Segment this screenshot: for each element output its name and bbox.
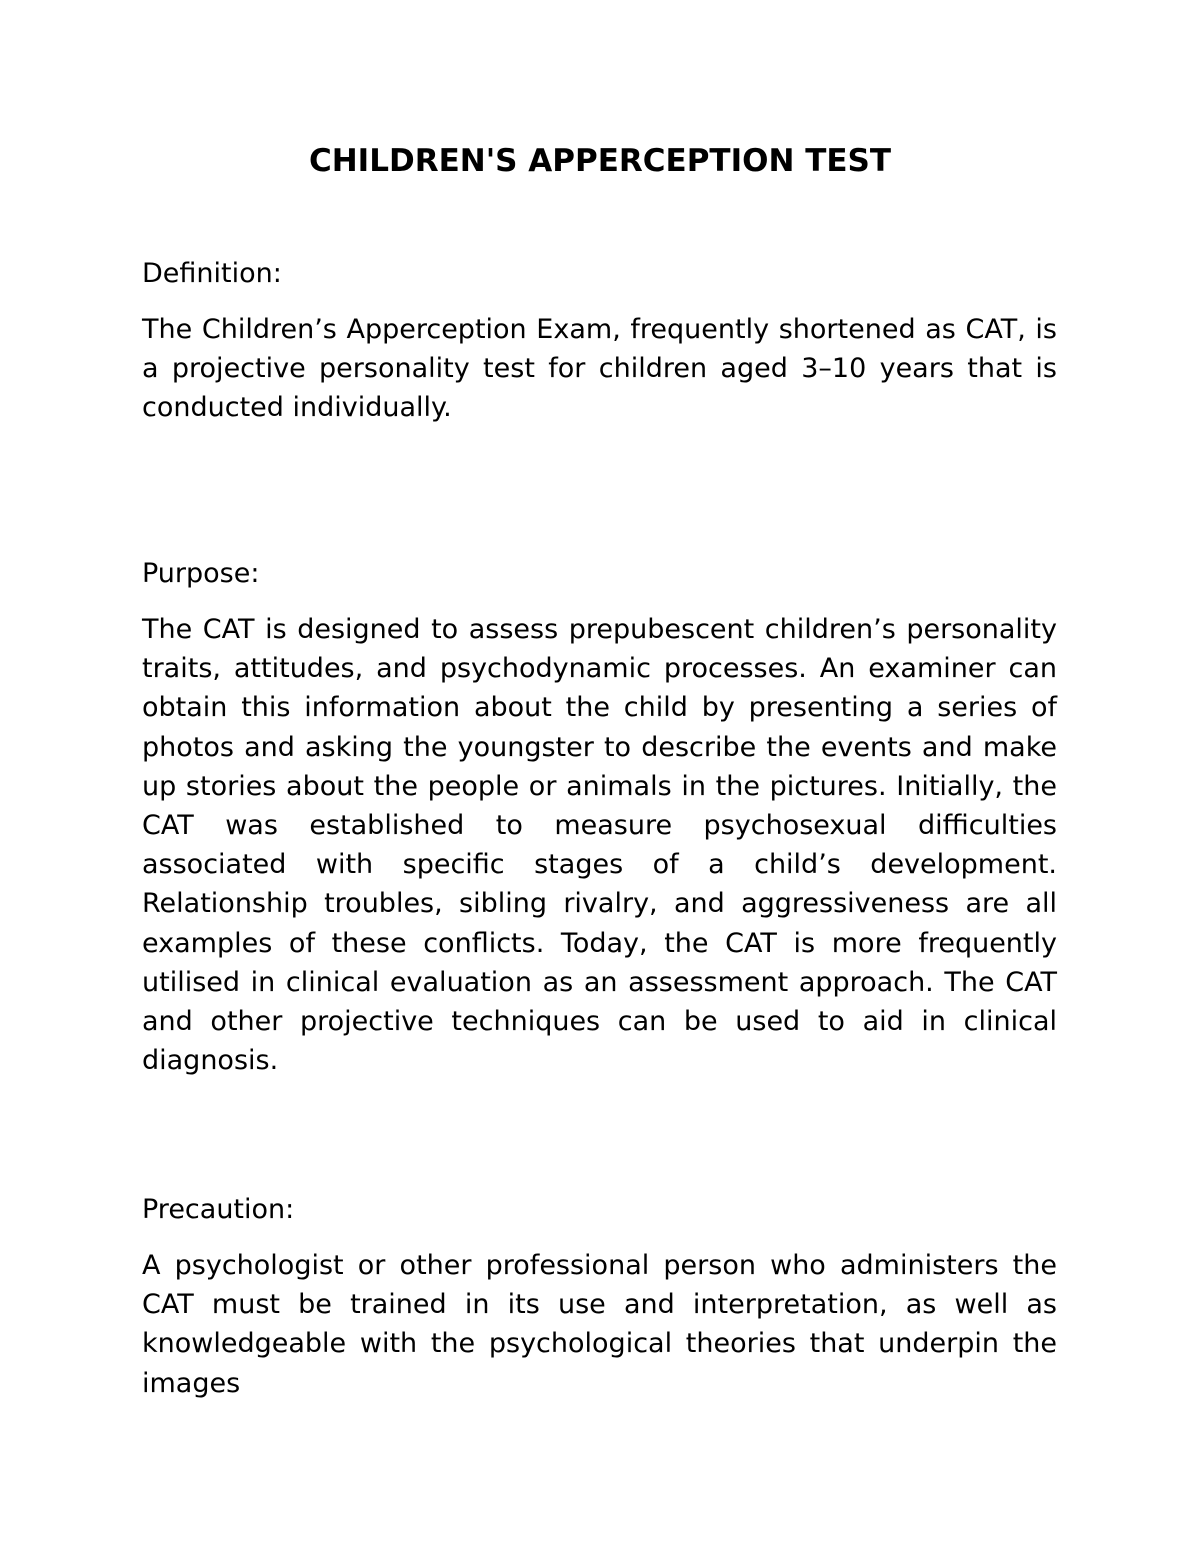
section-heading-purpose: Purpose: xyxy=(142,558,260,589)
section-heading-definition: Definition: xyxy=(142,258,282,289)
section-body-precaution: A psychologist or other professional person who administers the CAT must be trained in its use and interpretation, as well as knowledgeable with the psychological theories that underpin the images xyxy=(142,1250,1057,1399)
section-body-purpose: The CAT is designed to assess prepubescent children’s personality traits, attitudes, and psychodynamic processes. An examiner can obtain this information about the child by presenting a series of photos and asking the youngster to describe the events and make up stories about the people or animals in the pictures. Initially, the CAT was established to measure psychosexual difficulties associated with specific stages of a child’s development. Relationship troubles, sibling rivalry, and aggressiveness are all examples of these conflicts. Today, the CAT is more frequently utilised in clinical evaluation as an assessment approach. The CAT and other projective techniques can be used to aid in clinical diagnosis. xyxy=(142,614,1057,1077)
document-title: CHILDREN'S APPERCEPTION TEST xyxy=(308,143,891,179)
section-body-definition: The Children’s Apperception Exam, frequently shortened as CAT, is a projective personality test for children aged 3–10 years that is conducted individually. xyxy=(142,314,1057,424)
section-heading-precaution: Precaution: xyxy=(142,1194,295,1225)
